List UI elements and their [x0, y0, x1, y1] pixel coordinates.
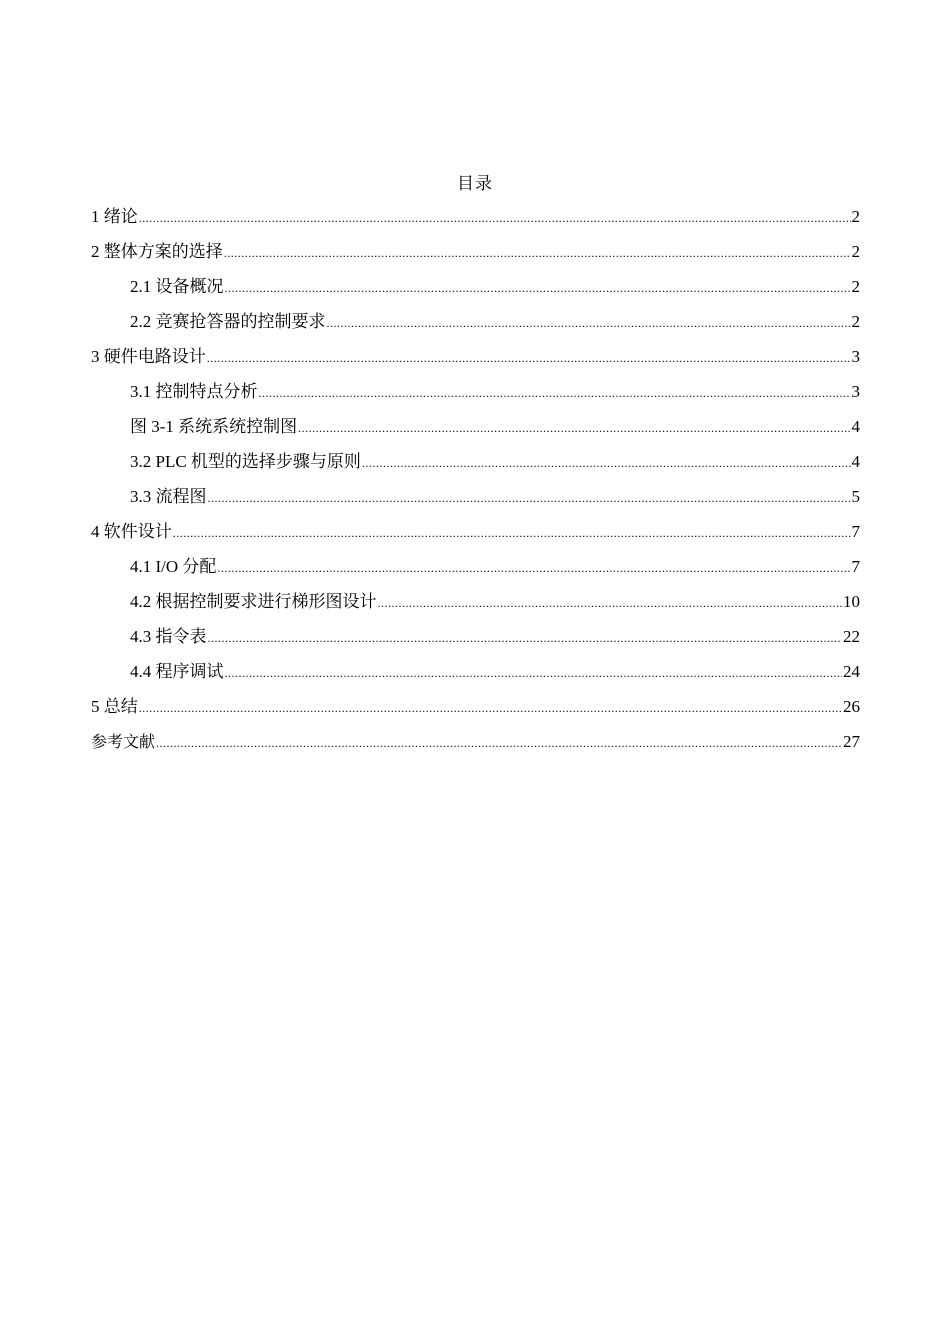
toc-dot-leader — [225, 276, 851, 300]
toc-entry-label: 4 软件设计 — [91, 522, 172, 541]
toc-page-number: 22 — [843, 627, 860, 646]
toc-page-number: 5 — [851, 487, 860, 506]
toc-page-number: 4 — [851, 452, 860, 471]
toc-dot-leader — [208, 626, 843, 650]
toc-entry-label: 3 硬件电路设计 — [91, 347, 206, 366]
toc-entry-label: 2.1 设备概况 — [130, 277, 224, 296]
toc-entry-plc-selection[interactable] — [91, 450, 860, 485]
toc-dot-leader — [139, 206, 851, 230]
toc-page-number: 27 — [843, 732, 860, 751]
toc-page-number: 4 — [851, 417, 860, 436]
toc-page-number: 2 — [851, 277, 860, 296]
toc-page-number: 2 — [851, 242, 860, 261]
toc-entry-label: 2 整体方案的选择 — [91, 242, 223, 261]
toc-title: 目录 — [457, 174, 493, 193]
toc-dot-leader — [225, 661, 843, 685]
toc-dot-leader — [156, 731, 842, 755]
toc-entry-references[interactable] — [91, 730, 860, 765]
toc-entry-label: 3.3 流程图 — [130, 487, 207, 506]
toc-dot-leader — [259, 381, 851, 405]
toc-entry-label: 5 总结 — [91, 697, 138, 716]
toc-entry-label: 4.3 指令表 — [130, 627, 207, 646]
toc-entry-ladder-diagram[interactable] — [91, 590, 860, 625]
toc-page-number: 3 — [851, 347, 860, 366]
toc-dot-leader — [208, 486, 851, 510]
toc-entry-control-features[interactable] — [91, 380, 860, 415]
toc-entry-label: 1 绪论 — [91, 207, 138, 226]
toc-page-number: 24 — [843, 662, 860, 681]
toc-entry-label: 3.2 PLC 机型的选择步骤与原则 — [130, 452, 361, 471]
toc-entry-instruction-list[interactable] — [91, 625, 860, 660]
toc-entry-io-assignment[interactable] — [91, 555, 860, 590]
toc-dot-leader — [327, 311, 851, 335]
toc-entry-label: 4.4 程序调试 — [130, 662, 224, 681]
toc-dot-leader — [298, 416, 850, 440]
toc-entry-software-design[interactable] — [91, 520, 860, 555]
toc-entry-figure-3-1[interactable] — [91, 415, 860, 450]
toc-page-number: 7 — [851, 522, 860, 541]
toc-entry-equipment-overview[interactable] — [91, 275, 860, 310]
toc-entry-label: 2.2 竞赛抢答器的控制要求 — [130, 312, 326, 331]
toc-dot-leader — [217, 556, 850, 580]
toc-dot-leader — [139, 696, 842, 720]
toc-page-number: 10 — [843, 592, 860, 611]
toc-dot-leader — [173, 521, 851, 545]
table-of-contents — [91, 205, 860, 765]
toc-entry-label: 参考文献 — [91, 734, 156, 751]
toc-dot-leader — [207, 346, 851, 370]
toc-entry-label: 4.2 根据控制要求进行梯形图设计 — [130, 592, 377, 611]
toc-dot-leader — [378, 591, 843, 615]
toc-dot-leader — [362, 451, 851, 475]
toc-entry-summary[interactable] — [91, 695, 860, 730]
toc-entry-flowchart[interactable] — [91, 485, 860, 520]
toc-entry-label: 4.1 I/O 分配 — [130, 557, 217, 576]
toc-entry-control-requirements[interactable] — [91, 310, 860, 345]
toc-page-number: 7 — [851, 557, 860, 576]
toc-page-number: 3 — [851, 382, 860, 401]
toc-page-number: 26 — [843, 697, 860, 716]
toc-entry-hardware-design[interactable] — [91, 345, 860, 380]
toc-entry-label: 图 3-1 系统系统控制图 — [130, 417, 298, 436]
toc-entry-program-debugging[interactable] — [91, 660, 860, 695]
toc-entry-introduction[interactable] — [91, 205, 860, 240]
toc-entry-overall-scheme[interactable] — [91, 240, 860, 275]
toc-entry-label: 3.1 控制特点分析 — [130, 382, 258, 401]
toc-page-number: 2 — [851, 312, 860, 331]
toc-dot-leader — [224, 241, 851, 265]
toc-page-number: 2 — [851, 207, 860, 226]
